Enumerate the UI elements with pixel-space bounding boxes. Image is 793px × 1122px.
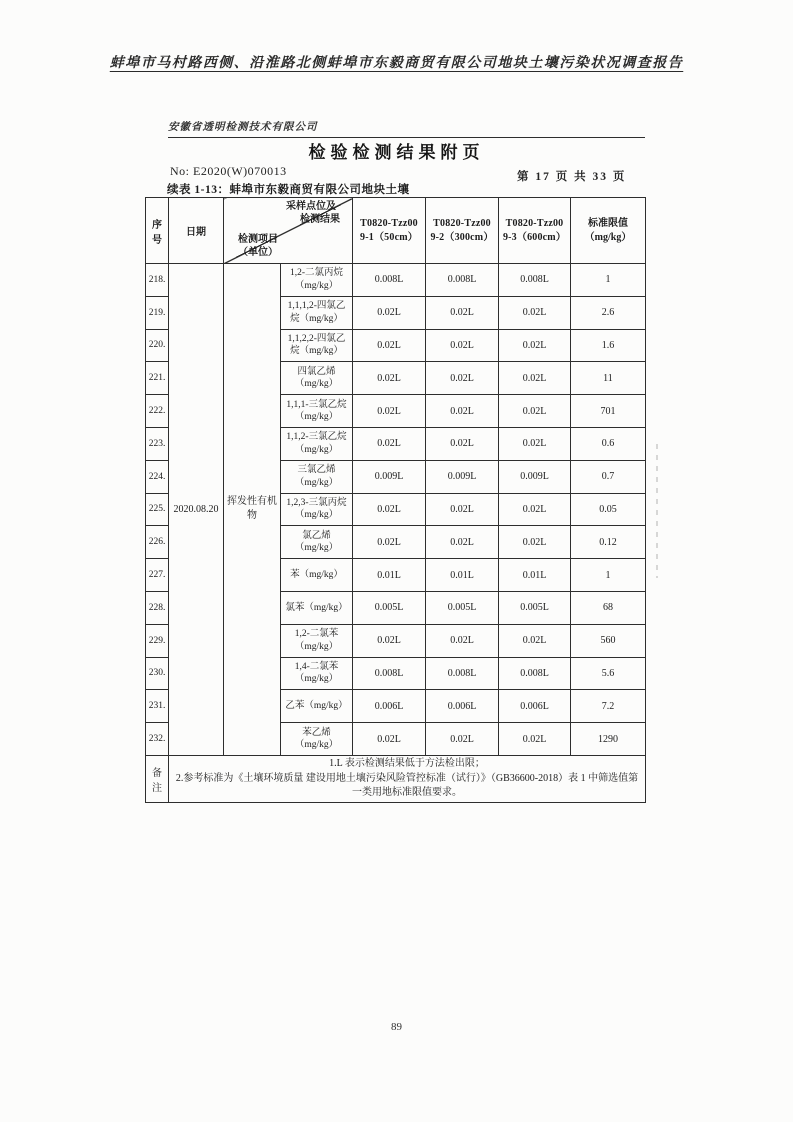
analyte-name: 苯乙烯（mg/kg） bbox=[281, 723, 353, 756]
notes-label: 备注 bbox=[146, 755, 169, 802]
result-sample-1: 0.008L bbox=[353, 264, 426, 297]
results-table-body bbox=[146, 264, 646, 756]
analyte-name: 四氯乙烯（mg/kg） bbox=[281, 362, 353, 395]
header-no: 序号 bbox=[146, 198, 169, 264]
analyte-name: 1,1,2-三氯乙烷（mg/kg） bbox=[281, 427, 353, 460]
result-sample-1: 0.02L bbox=[353, 329, 426, 362]
result-sample-1: 0.02L bbox=[353, 427, 426, 460]
table-row bbox=[146, 264, 646, 297]
result-sample-3: 0.02L bbox=[499, 624, 571, 657]
result-sample-2: 0.006L bbox=[426, 690, 499, 723]
standard-limit-value: 0.6 bbox=[571, 427, 646, 460]
result-sample-3: 0.02L bbox=[499, 296, 571, 329]
result-sample-1: 0.02L bbox=[353, 362, 426, 395]
header-diagonal-cell bbox=[224, 198, 353, 264]
analyte-name: 1,2-二氯丙烷（mg/kg） bbox=[281, 264, 353, 297]
standard-limit-value: 0.05 bbox=[571, 493, 646, 526]
analyte-name: 1,4-二氯苯（mg/kg） bbox=[281, 657, 353, 690]
result-sample-2: 0.009L bbox=[426, 460, 499, 493]
header-sample-results-label: 采样点位及 检测结果 bbox=[286, 201, 340, 225]
analyte-name: 乙苯（mg/kg） bbox=[281, 690, 353, 723]
result-sample-3: 0.009L bbox=[499, 460, 571, 493]
result-sample-2: 0.02L bbox=[426, 624, 499, 657]
result-sample-1: 0.02L bbox=[353, 526, 426, 559]
row-index: 227. bbox=[146, 559, 169, 592]
page-title: 检验检测结果附页 bbox=[308, 143, 485, 162]
standard-limit-value: 68 bbox=[571, 591, 646, 624]
standard-limit-value: 11 bbox=[571, 362, 646, 395]
analyte-name: 1,1,1-三氯乙烷（mg/kg） bbox=[281, 395, 353, 428]
row-index: 224. bbox=[146, 460, 169, 493]
result-sample-2: 0.02L bbox=[426, 296, 499, 329]
standard-limit-value: 2.6 bbox=[571, 296, 646, 329]
standard-limit-value: 0.12 bbox=[571, 526, 646, 559]
result-sample-2: 0.02L bbox=[426, 329, 499, 362]
row-index: 232. bbox=[146, 723, 169, 756]
report-number: No: E2020(W)070013 bbox=[170, 164, 287, 178]
standard-limit-value: 1 bbox=[571, 264, 646, 297]
header-sample-1: T0820-Tzz00 9-1（50cm） bbox=[353, 198, 426, 264]
result-sample-1: 0.02L bbox=[353, 723, 426, 756]
row-index: 228. bbox=[146, 591, 169, 624]
result-sample-1: 0.008L bbox=[353, 657, 426, 690]
row-index: 222. bbox=[146, 395, 169, 428]
row-index: 223. bbox=[146, 427, 169, 460]
result-sample-1: 0.009L bbox=[353, 460, 426, 493]
report-running-title: 蚌埠市马村路西侧、沿淮路北侧蚌埠市东毅商贸有限公司地块土壤污染状况调查报告 bbox=[109, 56, 684, 71]
result-sample-3: 0.02L bbox=[499, 395, 571, 428]
result-sample-1: 0.02L bbox=[353, 395, 426, 428]
analyte-name: 1,1,2,2-四氯乙烷（mg/kg） bbox=[281, 329, 353, 362]
row-index: 218. bbox=[146, 264, 169, 297]
result-sample-2: 0.02L bbox=[426, 723, 499, 756]
standard-limit-value: 1290 bbox=[571, 723, 646, 756]
result-sample-1: 0.02L bbox=[353, 624, 426, 657]
result-sample-1: 0.01L bbox=[353, 559, 426, 592]
standard-limit-value: 7.2 bbox=[571, 690, 646, 723]
result-sample-3: 0.005L bbox=[499, 591, 571, 624]
standard-limit-value: 701 bbox=[571, 395, 646, 428]
results-table bbox=[145, 197, 646, 803]
standard-limit-value: 1 bbox=[571, 559, 646, 592]
scan-bleed-artifact bbox=[656, 444, 658, 578]
header-date: 日期 bbox=[169, 198, 224, 264]
result-sample-1: 0.005L bbox=[353, 591, 426, 624]
result-sample-2: 0.01L bbox=[426, 559, 499, 592]
header-sample-3: T0820-Tzz00 9-3（600cm） bbox=[499, 198, 571, 264]
result-sample-2: 0.02L bbox=[426, 427, 499, 460]
test-category-cell: 挥发性有机物 bbox=[224, 264, 281, 756]
result-sample-2: 0.005L bbox=[426, 591, 499, 624]
result-sample-1: 0.02L bbox=[353, 296, 426, 329]
notes-row bbox=[146, 755, 646, 802]
row-index: 226. bbox=[146, 526, 169, 559]
analyte-name: 1,1,1,2-四氯乙烷（mg/kg） bbox=[281, 296, 353, 329]
row-index: 219. bbox=[146, 296, 169, 329]
table-header-row bbox=[146, 198, 646, 264]
result-sample-1: 0.006L bbox=[353, 690, 426, 723]
result-sample-3: 0.02L bbox=[499, 493, 571, 526]
row-index: 221. bbox=[146, 362, 169, 395]
result-sample-2: 0.008L bbox=[426, 657, 499, 690]
row-index: 230. bbox=[146, 657, 169, 690]
lab-company-name: 安徽省透明检测技术有限公司 bbox=[168, 119, 645, 138]
standard-limit-value: 5.6 bbox=[571, 657, 646, 690]
analyte-name: 三氯乙烯（mg/kg） bbox=[281, 460, 353, 493]
header-analyte-label: 检测项目 （单位） bbox=[238, 234, 278, 258]
result-sample-3: 0.008L bbox=[499, 264, 571, 297]
page-number: 89 bbox=[391, 1021, 402, 1033]
result-sample-2: 0.008L bbox=[426, 264, 499, 297]
note-line: 1.L 表示检测结果低于方法检出限； bbox=[329, 758, 485, 770]
row-index: 231. bbox=[146, 690, 169, 723]
header-sample-2: T0820-Tzz00 9-2（300cm） bbox=[426, 198, 499, 264]
notes-content bbox=[169, 755, 646, 802]
analyte-name: 苯（mg/kg） bbox=[281, 559, 353, 592]
row-index: 229. bbox=[146, 624, 169, 657]
sampling-date-cell: 2020.08.20 bbox=[169, 264, 224, 756]
result-sample-3: 0.006L bbox=[499, 690, 571, 723]
analyte-name: 1,2-二氯苯（mg/kg） bbox=[281, 624, 353, 657]
result-sample-3: 0.008L bbox=[499, 657, 571, 690]
analyte-name: 1,2,3-三氯丙烷（mg/kg） bbox=[281, 493, 353, 526]
result-sample-2: 0.02L bbox=[426, 362, 499, 395]
standard-limit-value: 1.6 bbox=[571, 329, 646, 362]
result-sample-3: 0.02L bbox=[499, 362, 571, 395]
result-sample-3: 0.02L bbox=[499, 427, 571, 460]
result-sample-2: 0.02L bbox=[426, 395, 499, 428]
analyte-name: 氯乙烯（mg/kg） bbox=[281, 526, 353, 559]
result-sample-1: 0.02L bbox=[353, 493, 426, 526]
header-standard-limit: 标准限值 （mg/kg） bbox=[571, 198, 646, 264]
result-sample-3: 0.02L bbox=[499, 329, 571, 362]
row-index: 220. bbox=[146, 329, 169, 362]
row-index: 225. bbox=[146, 493, 169, 526]
result-sample-2: 0.02L bbox=[426, 493, 499, 526]
standard-limit-value: 560 bbox=[571, 624, 646, 657]
note-line: 2.参考标准为《土壤环境质量 建设用地土壤污染风险管控标准（试行）》（GB36600-2018）表 1 中筛选值第一类用地标准限值要求。 bbox=[175, 772, 639, 799]
result-sample-3: 0.02L bbox=[499, 526, 571, 559]
result-sample-3: 0.01L bbox=[499, 559, 571, 592]
standard-limit-value: 0.7 bbox=[571, 460, 646, 493]
result-sample-2: 0.02L bbox=[426, 526, 499, 559]
result-sample-3: 0.02L bbox=[499, 723, 571, 756]
page-indicator: 第 17 页 共 33 页 bbox=[517, 171, 627, 183]
table-caption: 续表 1-13：蚌埠市东毅商贸有限公司地块土壤 bbox=[167, 184, 410, 196]
analyte-name: 氯苯（mg/kg） bbox=[281, 591, 353, 624]
